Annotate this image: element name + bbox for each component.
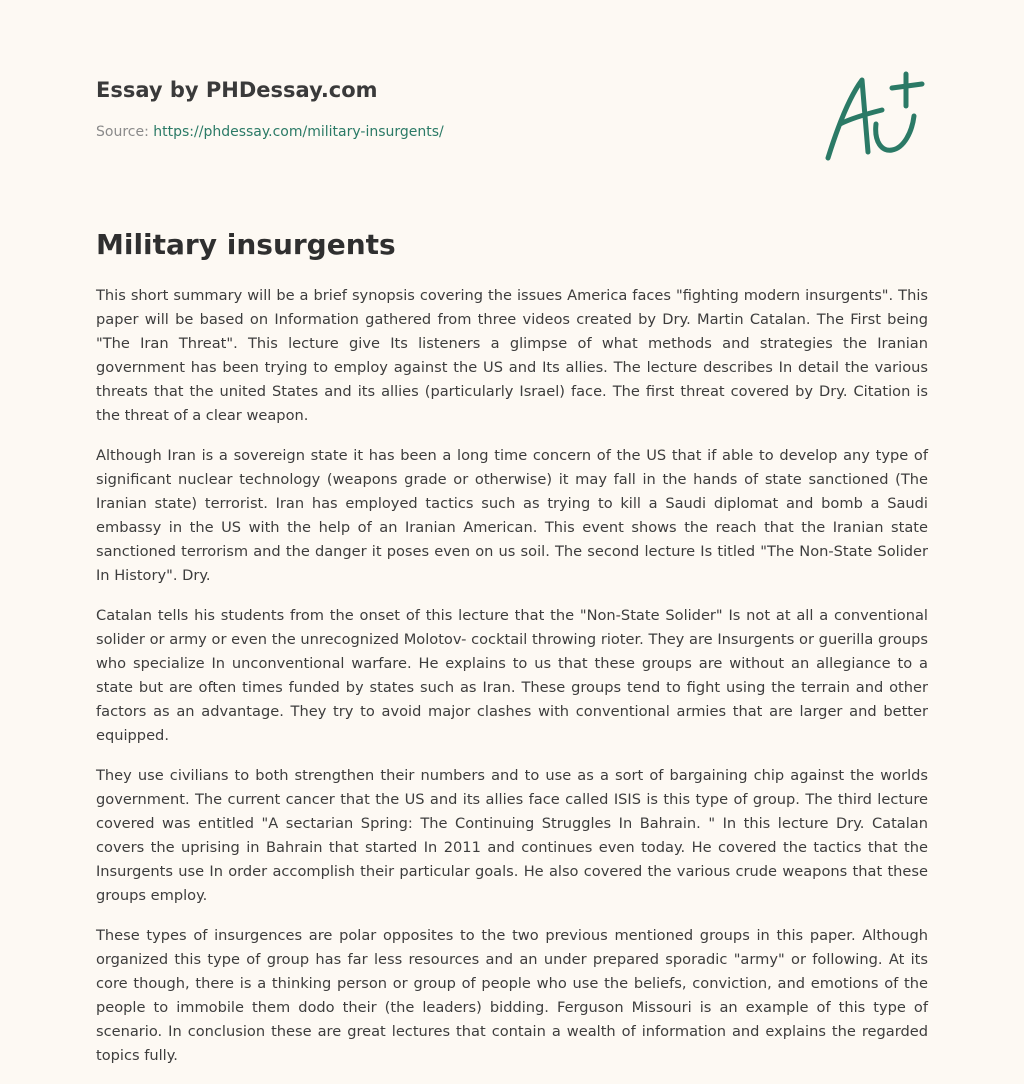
essay-paragraph: Catalan tells his students from the onset of this lecture that the "Non-State Solider" Is not at all a conventional solider or army or even the unrecognized Molotov- cocktail throwing rioter. They are Insurgents or guerilla groups who specialize In unconventional warfare. He explains to us that these groups are without an allegiance to a state but are often times funded by states such as Iran. These groups tend to fight using the terrain and other factors as an advantage. They try to avoid major clashes with conventional armies that are larger and better equipped. <box>96 607 928 744</box>
source-link[interactable]: https://phdessay.com/military-insurgents/ <box>153 124 444 140</box>
source-line <box>96 122 796 142</box>
essay-body <box>96 284 928 1084</box>
site-brand: Essay by PHDessay.com <box>96 78 378 102</box>
essay-paragraph: This short summary will be a brief synopsis covering the issues America faces "fighting modern insurgents". This paper will be based on Information gathered from three videos created by Dry. Martin Catalan. The First being "The Iran Threat". This lecture give Its listeners a glimpse of what methods and strategies the Iranian government has been trying to employ against the US and Its allies. The lecture describes In detail the various threats that the united States and its allies (particularly Israel) face. The first threat covered by Dry. Citation is the threat of a clear weapon. <box>96 287 928 424</box>
essay-paragraph: These types of insurgences are polar opposites to the two previous mentioned groups in this paper. Although organized this type of group has far less resources and an under prepared sporadic "army" or following. At its core though, there is a thinking person or group of people who use the beliefs, conviction, and emotions of the people to immobile them dodo their (the leaders) bidding. Ferguson Missouri is an example of this type of scenario. In conclusion these are great lectures that contain a wealth of information and explains the regarded topics fully. <box>96 927 928 1064</box>
essay-paragraph: Although Iran is a sovereign state it has been a long time concern of the US that if able to develop any type of significant nuclear technology (weapons grade or otherwise) it may fall in the hands of state sanctioned (The Iranian state) terrorist. Iran has employed tactics such as trying to kill a Saudi diplomat and bomb a Saudi embassy in the US with the help of an Iranian American. This event shows the reach that the Iranian state sanctioned terrorism and the danger it poses even on us soil. The second lecture Is titled "The Non-State Solider In History". Dry. <box>96 447 928 584</box>
a-plus-grade-icon <box>820 66 930 166</box>
essay-title: Military insurgents <box>96 228 396 261</box>
essay-header <box>96 74 796 142</box>
essay-paragraph: They use civilians to both strengthen their numbers and to use as a sort of bargaining chip against the worlds government. The current cancer that the US and its allies face called ISIS is this type of group. The third lecture covered was entitled "A sectarian Spring: The Continuing Struggles In Bahrain. " In this lecture Dry. Catalan covers the uprising in Bahrain that started In 2011 and continues even today. He covered the tactics that the Insurgents use In order accomplish their particular goals. He also covered the various crude weapons that these groups employ. <box>96 767 928 904</box>
source-label: Source: <box>96 124 149 140</box>
